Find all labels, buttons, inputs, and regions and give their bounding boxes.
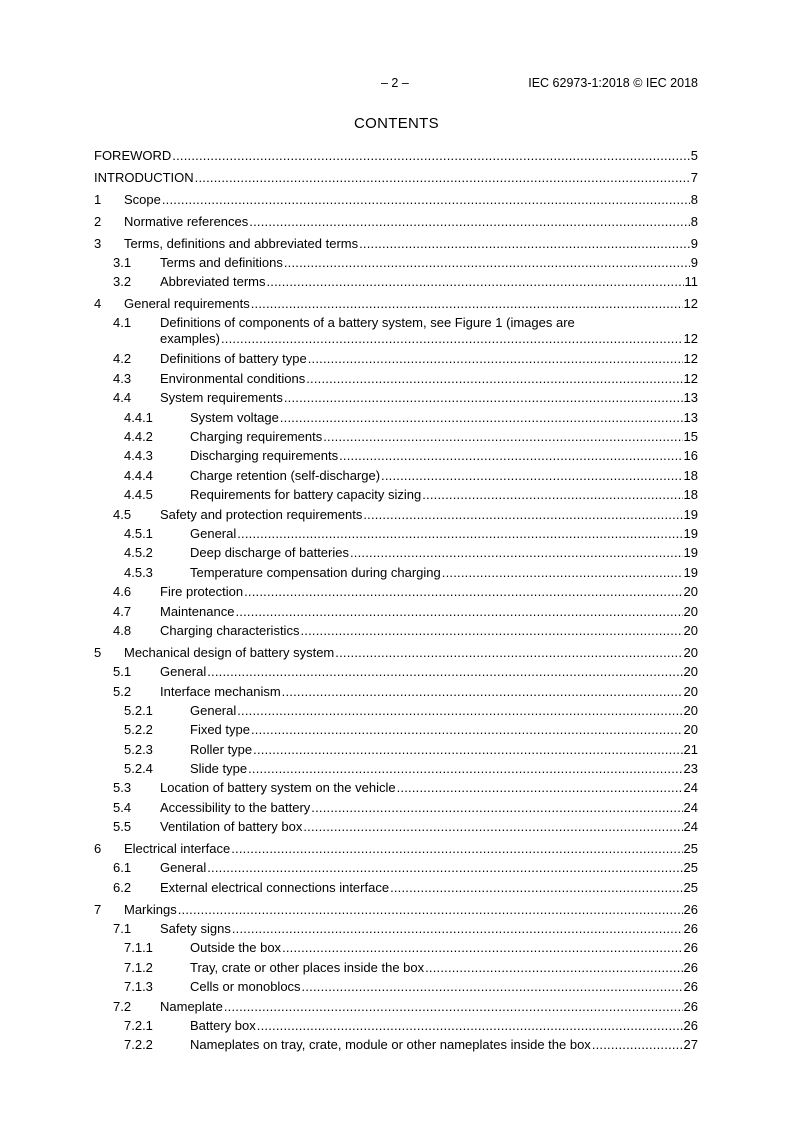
dot-leader — [282, 682, 683, 701]
toc-entry-page: 12 — [683, 351, 698, 367]
toc-entry-title: Interface mechanism — [160, 683, 281, 699]
dot-leader — [195, 168, 690, 187]
toc-entry[interactable] — [94, 662, 698, 681]
dot-leader — [237, 701, 682, 720]
toc-entry[interactable] — [94, 234, 698, 253]
dot-leader — [425, 958, 682, 977]
toc-entry-page: 19 — [683, 525, 698, 541]
toc-entry-page: 12 — [683, 331, 698, 347]
page-header — [0, 76, 793, 92]
toc-entry-title: Nameplate — [160, 998, 223, 1014]
toc-entry-number: 4.8 — [113, 622, 132, 638]
toc-entry[interactable] — [94, 349, 698, 368]
toc-entry-number: 5.2.3 — [124, 741, 153, 757]
contents-title: CONTENTS — [354, 115, 439, 132]
toc-entry-page: 24 — [683, 780, 698, 796]
toc-entry-page: 12 — [683, 370, 698, 386]
dot-leader — [178, 900, 683, 919]
dot-leader — [381, 466, 682, 485]
dot-leader — [280, 408, 683, 427]
toc-entry[interactable] — [94, 701, 698, 720]
toc-entry[interactable] — [94, 369, 698, 388]
toc-entry-title: Definitions of battery type — [160, 351, 307, 367]
toc-entry-title: Scope — [124, 191, 161, 207]
toc-entry-title: Location of battery system on the vehicle — [160, 780, 396, 796]
toc-entry-number: 3 — [94, 235, 102, 251]
toc-entry-title: Normative references — [124, 213, 249, 229]
dot-leader — [172, 146, 689, 165]
toc-entry-page: 26 — [683, 1017, 698, 1033]
dot-leader — [207, 858, 682, 877]
toc-entry[interactable] — [94, 212, 698, 231]
toc-entry[interactable] — [94, 253, 698, 272]
dot-leader — [363, 505, 682, 524]
toc-entry-number: 4.3 — [113, 370, 132, 386]
dot-leader — [359, 234, 690, 253]
toc-entry[interactable] — [94, 778, 698, 797]
dot-leader — [249, 212, 689, 231]
dot-leader — [300, 621, 682, 640]
toc-entry-number: 5.3 — [113, 780, 132, 796]
toc-entry-number: 5.1 — [113, 664, 132, 680]
toc-entry[interactable] — [94, 146, 698, 165]
toc-entry-title: Maintenance — [160, 603, 235, 619]
toc-entry-title: Discharging requirements — [190, 448, 339, 464]
toc-entry-page: 27 — [683, 1037, 698, 1053]
toc-entry-page: 11 — [684, 274, 698, 290]
dot-leader — [306, 369, 682, 388]
dot-leader — [251, 294, 683, 313]
toc-entry-number: 4.4.5 — [124, 487, 153, 503]
dot-leader — [302, 977, 683, 996]
toc-entry[interactable] — [94, 485, 698, 504]
toc-entry[interactable] — [94, 839, 698, 858]
toc-entry-number: 1 — [94, 191, 102, 207]
toc-entry-title: Nameplates on tray, crate, module or other nameplates inside the box — [190, 1037, 591, 1053]
toc-entry-title: General — [160, 664, 207, 680]
toc-entry-title: examples) — [160, 331, 220, 347]
toc-entry-page: 7 — [690, 170, 698, 186]
toc-entry-title: General — [190, 525, 237, 541]
toc-entry-page: 5 — [690, 148, 698, 164]
toc-entry[interactable] — [94, 938, 698, 957]
toc-entry-number: 4 — [94, 296, 102, 312]
toc-entry-title: Terms and definitions — [160, 254, 283, 270]
toc-entry-number: 4.6 — [113, 584, 132, 600]
toc-entry[interactable] — [94, 643, 698, 662]
toc-entry-title: Abbreviated terms — [160, 274, 266, 290]
toc-entry-number: 5.4 — [113, 799, 132, 815]
toc-entry-page: 18 — [683, 487, 698, 503]
dot-leader — [207, 662, 682, 681]
toc-entry-number: 7.1.2 — [124, 959, 153, 975]
toc-entry-number: 7 — [94, 901, 102, 917]
toc-entry[interactable] — [94, 759, 698, 778]
toc-entry[interactable] — [94, 1016, 698, 1035]
dot-leader — [308, 349, 683, 368]
toc-entry-page: 20 — [683, 664, 698, 680]
toc-entry-page: 20 — [683, 683, 698, 699]
toc-entry-page: 25 — [683, 879, 698, 895]
toc-entry-page: 20 — [683, 722, 698, 738]
toc-entry[interactable] — [94, 582, 698, 601]
toc-entry-number: 6.2 — [113, 879, 132, 895]
toc-entry-page: 26 — [683, 901, 698, 917]
toc-entry-page: 25 — [683, 860, 698, 876]
dot-leader — [248, 759, 682, 778]
toc-entry-number: 4.4.2 — [124, 429, 153, 445]
dot-leader — [284, 388, 683, 407]
toc-entry-number: 4.1 — [113, 315, 132, 331]
toc-entry-number: 4.5.2 — [124, 545, 153, 561]
toc-entry[interactable] — [94, 858, 698, 877]
toc-entry-page: 24 — [683, 819, 698, 835]
toc-entry-number: 7.2.2 — [124, 1037, 153, 1053]
toc-entry[interactable] — [94, 817, 698, 836]
toc-entry-page: 18 — [683, 467, 698, 483]
dot-leader — [592, 1035, 683, 1054]
dot-leader — [339, 446, 682, 465]
toc-entry-title: Cells or monoblocs — [190, 979, 301, 995]
dot-leader — [282, 938, 682, 957]
toc-entry-number: 5.2.4 — [124, 761, 153, 777]
toc-entry[interactable] — [94, 977, 698, 996]
toc-entry-title: External electrical connections interface — [160, 879, 390, 895]
toc-entry-page: 20 — [683, 584, 698, 600]
toc-entry[interactable] — [94, 543, 698, 562]
dot-leader — [235, 602, 682, 621]
toc-entry-title: FOREWORD — [94, 148, 172, 164]
toc-entry-number: 6.1 — [113, 860, 132, 876]
toc-entry-title: General requirements — [124, 296, 250, 312]
toc-entry-title: Temperature compensation during charging — [190, 564, 441, 580]
dot-leader — [224, 997, 683, 1016]
toc-entry-number: 7.1.1 — [124, 940, 153, 956]
dot-leader — [162, 190, 690, 209]
dot-leader — [237, 524, 682, 543]
toc-entry[interactable] — [94, 466, 698, 485]
toc-entry-title: INTRODUCTION — [94, 170, 194, 186]
toc-entry[interactable] — [94, 958, 698, 977]
toc-entry-page: 26 — [683, 979, 698, 995]
toc-entry-title: Terms, definitions and abbreviated terms — [124, 235, 359, 251]
toc-entry-title: Charging requirements — [190, 429, 323, 445]
page-number: – 2 – — [381, 76, 409, 90]
dot-leader — [221, 329, 683, 348]
toc-entry-page: 13 — [683, 390, 698, 406]
toc-entry[interactable] — [94, 313, 698, 349]
toc-entry-number: 5.2.1 — [124, 702, 153, 718]
toc-entry-number: 4.4.1 — [124, 409, 153, 425]
toc-entry-page: 16 — [683, 448, 698, 464]
toc-entry-number: 4.4 — [113, 390, 132, 406]
toc-entry[interactable] — [94, 878, 698, 897]
toc-entry-number: 6 — [94, 841, 102, 857]
toc-entry-number: 7.1.3 — [124, 979, 153, 995]
dot-leader — [311, 798, 682, 817]
toc-entry[interactable] — [94, 919, 698, 938]
toc-entry-title: Fire protection — [160, 584, 244, 600]
toc-entry-page: 19 — [683, 564, 698, 580]
toc-entry-title: Accessibility to the battery — [160, 799, 311, 815]
toc-entry[interactable] — [94, 997, 698, 1016]
dot-leader — [303, 817, 682, 836]
toc-entry-number: 5.5 — [113, 819, 132, 835]
toc-entry-number: 2 — [94, 213, 102, 229]
toc-entry-page: 8 — [690, 213, 698, 229]
toc-entry-number: 4.4.4 — [124, 467, 153, 483]
toc-entry-title: Charging characteristics — [160, 622, 300, 638]
toc-entry-number: 4.5 — [113, 506, 132, 522]
toc-entry-page: 20 — [683, 702, 698, 718]
toc-entry[interactable] — [94, 740, 698, 759]
toc-entry-title: Safety signs — [160, 920, 231, 936]
toc-entry-page: 24 — [683, 799, 698, 815]
toc-entry[interactable] — [94, 602, 698, 621]
toc-entry-page: 26 — [683, 998, 698, 1014]
toc-entry-number: 7.2.1 — [124, 1017, 153, 1033]
toc-entry-page: 9 — [690, 235, 698, 251]
toc-entry-page: 19 — [683, 506, 698, 522]
toc-entry-title: Requirements for battery capacity sizing — [190, 487, 422, 503]
toc-entry-page: 8 — [690, 191, 698, 207]
toc-entry[interactable] — [94, 294, 698, 313]
table-of-contents — [94, 144, 698, 1055]
toc-entry-number: 4.5.1 — [124, 525, 153, 541]
toc-entry-number: 3.2 — [113, 274, 132, 290]
toc-entry[interactable] — [94, 190, 698, 209]
dot-leader — [284, 253, 690, 272]
toc-entry-page: 15 — [683, 429, 698, 445]
toc-entry[interactable] — [94, 798, 698, 817]
toc-entry-title: Ventilation of battery box — [160, 819, 303, 835]
toc-entry-number: 4.4.3 — [124, 448, 153, 464]
dot-leader — [257, 1016, 683, 1035]
toc-entry-title: Slide type — [190, 761, 248, 777]
toc-entry-number: 4.2 — [113, 351, 132, 367]
toc-entry[interactable] — [94, 524, 698, 543]
toc-entry-number: 5.2 — [113, 683, 132, 699]
toc-entry-page: 20 — [683, 622, 698, 638]
toc-entry-title: Environmental conditions — [160, 370, 306, 386]
dot-leader — [397, 778, 683, 797]
toc-entry[interactable] — [94, 272, 698, 291]
toc-entry[interactable] — [94, 900, 698, 919]
toc-entry-page: 20 — [683, 603, 698, 619]
toc-entry-number: 4.5.3 — [124, 564, 153, 580]
document-id: IEC 62973-1:2018 © IEC 2018 — [528, 76, 698, 90]
dot-leader — [232, 919, 683, 938]
toc-entry[interactable] — [94, 720, 698, 739]
toc-entry-page: 26 — [683, 959, 698, 975]
toc-entry-number: 7.2 — [113, 998, 132, 1014]
toc-entry-page: 25 — [683, 841, 698, 857]
toc-entry-page: 21 — [683, 741, 698, 757]
toc-entry-page: 13 — [683, 409, 698, 425]
toc-entry[interactable] — [94, 446, 698, 465]
toc-entry[interactable] — [94, 168, 698, 187]
toc-entry-page: 26 — [683, 940, 698, 956]
dot-leader — [253, 740, 682, 759]
dot-leader — [390, 878, 682, 897]
toc-entry-title: Deep discharge of batteries — [190, 545, 349, 561]
toc-entry-title: System requirements — [160, 390, 283, 406]
toc-entry[interactable] — [94, 563, 698, 582]
toc-entry[interactable] — [94, 408, 698, 427]
toc-entry-title: General — [160, 860, 207, 876]
toc-entry-title: Fixed type — [190, 722, 250, 738]
toc-entry[interactable] — [94, 388, 698, 407]
toc-entry[interactable] — [94, 621, 698, 640]
toc-entry-title: Mechanical design of battery system — [124, 644, 335, 660]
dot-leader — [323, 427, 682, 446]
toc-entry-number: 3.1 — [113, 254, 132, 270]
toc-entry-title: Outside the box — [190, 940, 282, 956]
toc-entry-title: Roller type — [190, 741, 253, 757]
dot-leader — [231, 839, 682, 858]
toc-entry-page: 20 — [683, 644, 698, 660]
toc-entry-title: General — [190, 702, 237, 718]
toc-entry[interactable] — [94, 505, 698, 524]
dot-leader — [442, 563, 683, 582]
toc-entry-title: Definitions of components of a battery system, see Figure 1 (images are — [160, 315, 575, 331]
toc-entry[interactable] — [94, 682, 698, 701]
toc-entry-page: 26 — [683, 920, 698, 936]
toc-entry-title: Electrical interface — [124, 841, 231, 857]
dot-leader — [244, 582, 682, 601]
dot-leader — [251, 720, 683, 739]
toc-entry-number: 5 — [94, 644, 102, 660]
toc-entry-number: 7.1 — [113, 920, 132, 936]
toc-entry-title: Charge retention (self-discharge) — [190, 467, 381, 483]
toc-entry-page: 23 — [683, 761, 698, 777]
dot-leader — [267, 272, 684, 291]
toc-entry-title: Safety and protection requirements — [160, 506, 363, 522]
dot-leader — [422, 485, 682, 504]
toc-entry-title: Markings — [124, 901, 177, 917]
toc-entry-page: 9 — [690, 254, 698, 270]
dot-leader — [335, 643, 682, 662]
toc-entry-number: 4.7 — [113, 603, 132, 619]
toc-entry[interactable] — [94, 1035, 698, 1054]
toc-entry-page: 19 — [683, 545, 698, 561]
toc-entry-title: Tray, crate or other places inside the box — [190, 959, 425, 975]
dot-leader — [350, 543, 683, 562]
toc-entry-title: Battery box — [190, 1017, 256, 1033]
toc-entry-page: 12 — [683, 296, 698, 312]
toc-entry-number: 5.2.2 — [124, 722, 153, 738]
toc-entry-title: System voltage — [190, 409, 279, 425]
toc-entry[interactable] — [94, 427, 698, 446]
